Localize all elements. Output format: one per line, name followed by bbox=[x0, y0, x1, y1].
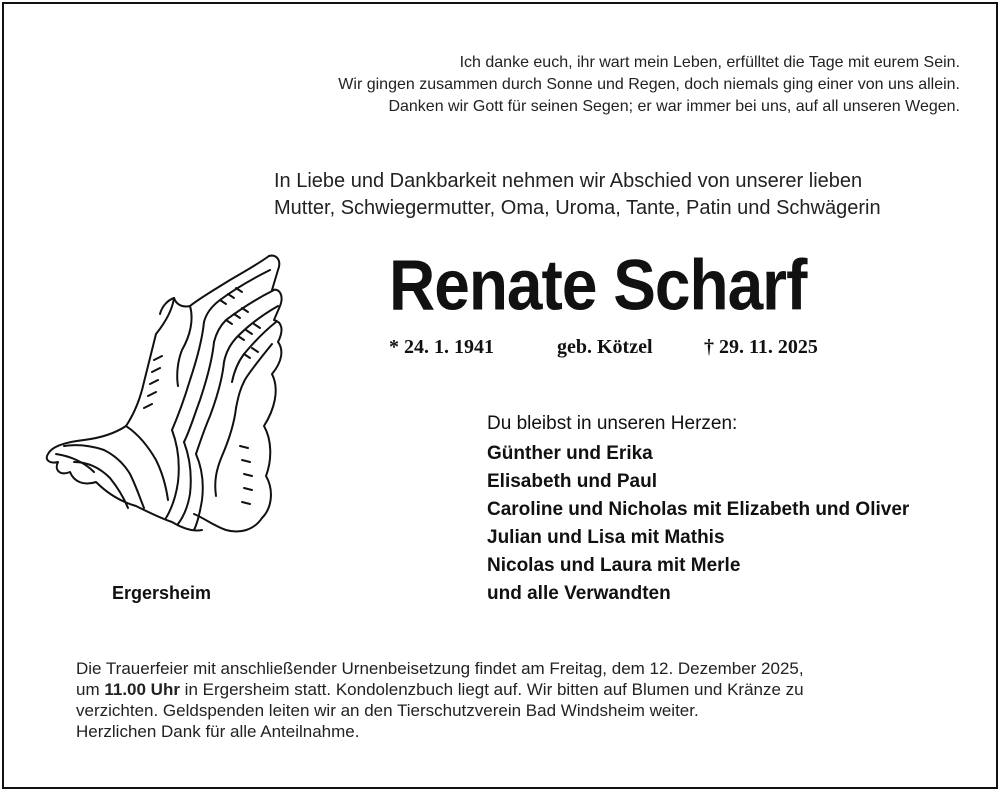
intro-line: In Liebe und Dankbarkeit nehmen wir Abschied von unserer lieben bbox=[274, 170, 863, 192]
maiden-name: geb. Kötzel bbox=[557, 336, 653, 358]
mourner-name: Julian und Lisa mit Mathis bbox=[487, 527, 725, 548]
intro-line: Mutter, Schwiegermutter, Oma, Uroma, Tante, Patin und Schwägerin bbox=[274, 197, 881, 219]
intro-text bbox=[274, 168, 974, 222]
mourner-name: Caroline und Nicholas mit Elizabeth und Oliver bbox=[487, 499, 910, 520]
praying-hands-icon bbox=[44, 250, 294, 550]
mourner-name: Nicolas und Laura mit Merle bbox=[487, 555, 741, 576]
mourner-name: Elisabeth und Paul bbox=[487, 471, 657, 492]
poem bbox=[160, 52, 960, 118]
life-dates bbox=[389, 334, 818, 360]
poem-line: Wir gingen zusammen durch Sonne und Regen, doch niemals ging einer von uns allein. bbox=[338, 76, 960, 93]
notice-line: Die Trauerfeier mit anschließender Urnenbeisetzung findet am Freitag, dem 12. Dezember 2025, bbox=[76, 659, 804, 678]
mourner-name: Günther und Erika bbox=[487, 443, 653, 464]
deceased-name: Renate Scharf bbox=[389, 244, 807, 326]
obituary-frame bbox=[2, 2, 998, 789]
mourners-lead: Du bleibst in unseren Herzen: bbox=[487, 413, 738, 434]
notice-line: verzichten. Geldspenden leiten wir an den Tierschutzverein Bad Windsheim weiter. bbox=[76, 701, 699, 720]
death-date: † 29. 11. 2025 bbox=[704, 336, 818, 358]
poem-line: Danken wir Gott für seinen Segen; er war immer bei uns, auf all unseren Wegen. bbox=[388, 98, 960, 115]
funeral-notice bbox=[76, 658, 956, 742]
poem-line: Ich danke euch, ihr wart mein Leben, erfülltet die Tage mit eurem Sein. bbox=[459, 54, 960, 71]
birth-date: * 24. 1. 1941 bbox=[389, 336, 494, 358]
notice-line bbox=[76, 679, 956, 700]
service-time: 11.00 Uhr bbox=[104, 680, 180, 699]
mourner-name: und alle Verwandten bbox=[487, 583, 671, 604]
mourners-list bbox=[487, 410, 987, 608]
notice-text: um bbox=[76, 680, 105, 699]
notice-text: in Ergersheim statt. Kondolenzbuch liegt auf. Wir bitten auf Blumen und Kränze zu bbox=[179, 680, 804, 699]
notice-line: Herzlichen Dank für alle Anteilnahme. bbox=[76, 722, 360, 741]
place-name: Ergersheim bbox=[112, 583, 212, 603]
